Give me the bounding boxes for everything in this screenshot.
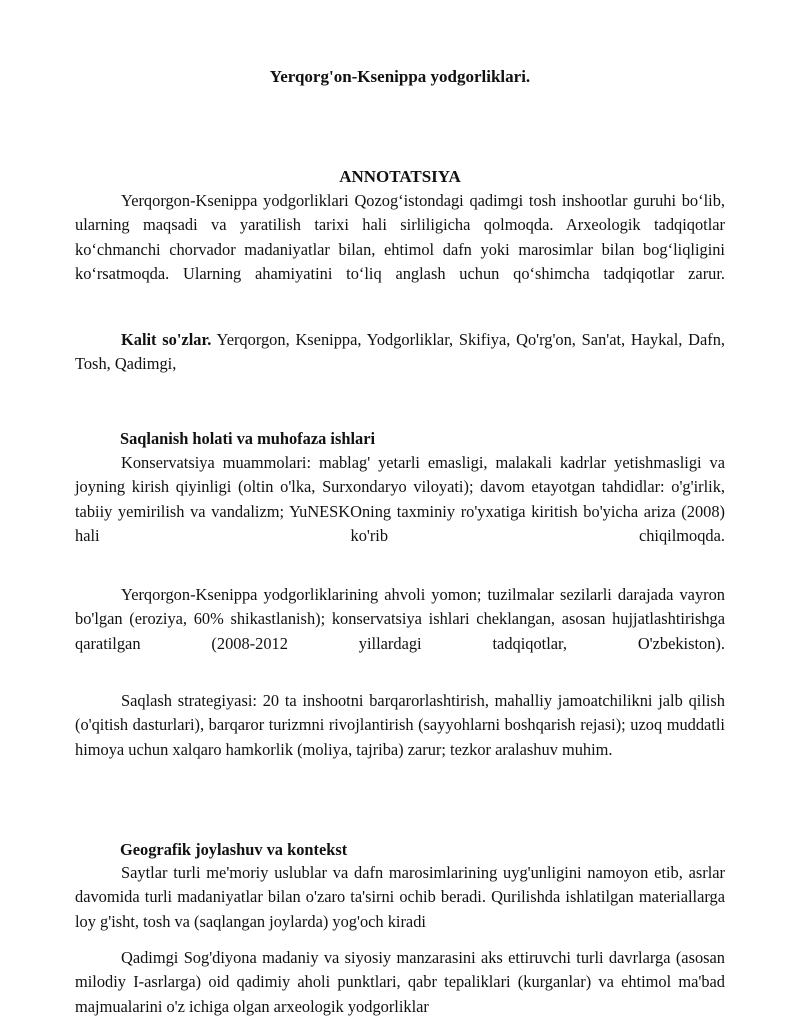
- annotation-paragraph: Yerqorgon-Ksenippa yodgorliklari Qozog‘istondagi qadimgi tosh inshootlar guruhi bo‘lib, ularning maqsadi va yaratilish tarixi hali sirliligicha qolmoqda. Arxeologik tadqiqotlar ko‘chmanchi chorvador madaniyatlar bilan, ehtimol dafn yoki marosimlar bilan bog‘liqligini ko‘rsatmoqda. Ularning ahamiyatini to‘liq anglash uchun qo‘shimcha tadqiqotlar zarur.: [75, 191, 725, 284]
- section-heading-preservation: Saqlanish holati va muhofaza ishlari: [120, 429, 376, 448]
- preservation-paragraph-3: Saqlash strategiyasi: 20 ta inshootni barqarorlashtirish, mahalliy jamoatchilikni jalb qilish (o'qitish dasturlari), barqaror turizmni rivojlantirish (sayyohlarni boshqarish rejasi); uzoq muddatli himoya uchun xalqaro hamkorlik (moliya, tajriba) zarur; tezkor aralashuv muhim.: [75, 691, 725, 759]
- keywords-label: Kalit so'zlar.: [121, 330, 212, 349]
- section-heading-geography: Geografik joylashuv va kontekst: [120, 840, 348, 859]
- geography-paragraph-1: Saytlar turli me'moriy uslublar va dafn marosimlarining uyg'unligini namoyon etib, asrlar davomida turli madaniyatlar bilan o'zaro ta'sirni ochib beradi. Qurilishda ishlatilgan materiallarga loy g'isht, tosh va (saqlangan joylarda) yog'och kiradi: [75, 863, 725, 931]
- preservation-paragraph-1: Konservatsiya muammolari: mablag' yetarli emasligi, malakali kadrlar yetishmasligi va joyning kirish qiyinligi (oltin o'lka, Surxondaryo viloyati); davom etayotgan tahdidlar: o'g'irlik, tabiiy yemirilish va vandalizm; YuNESKOning taxminiy ro'yxatiga kiritish bo'yicha ariza (2008) hali ko'rib chiqilmoqda.: [75, 453, 725, 546]
- document-title: Yerqorg'on-Ksenippa yodgorliklari.: [269, 67, 531, 86]
- geography-paragraph-2: Qadimgi Sog'diyona madaniy va siyosiy manzarasini aks ettiruvchi turli davrlarga (asosan milodiy I-asrlarga) oid qadimiy aholi punktlari, qabr tepaliklari (kurganlar) va ehtimol ma'bad majmualarini o'z ichiga olgan arxeologik yodgorliklar: [75, 948, 725, 1016]
- preservation-paragraph-2: Yerqorgon-Ksenippa yodgorliklarining ahvoli yomon; tuzilmalar sezilarli darajada vayron bo'lgan (eroziya, 60% shikastlanish); konservatsiya ishlari cheklangan, asosan hujjatlashtirishga qaratilgan (2008-2012 yillardagi tadqiqotlar, O'zbekiston).: [75, 585, 725, 653]
- keywords-text: Yerqorgon, Ksenippa, Yodgorliklar, Skifiya, Qo'rg'on, San'at, Haykal, Dafn, Tosh, Qadimgi,: [75, 330, 725, 374]
- annotation-heading: ANNOTATSIYA: [339, 167, 461, 186]
- keywords-paragraph: [75, 328, 725, 377]
